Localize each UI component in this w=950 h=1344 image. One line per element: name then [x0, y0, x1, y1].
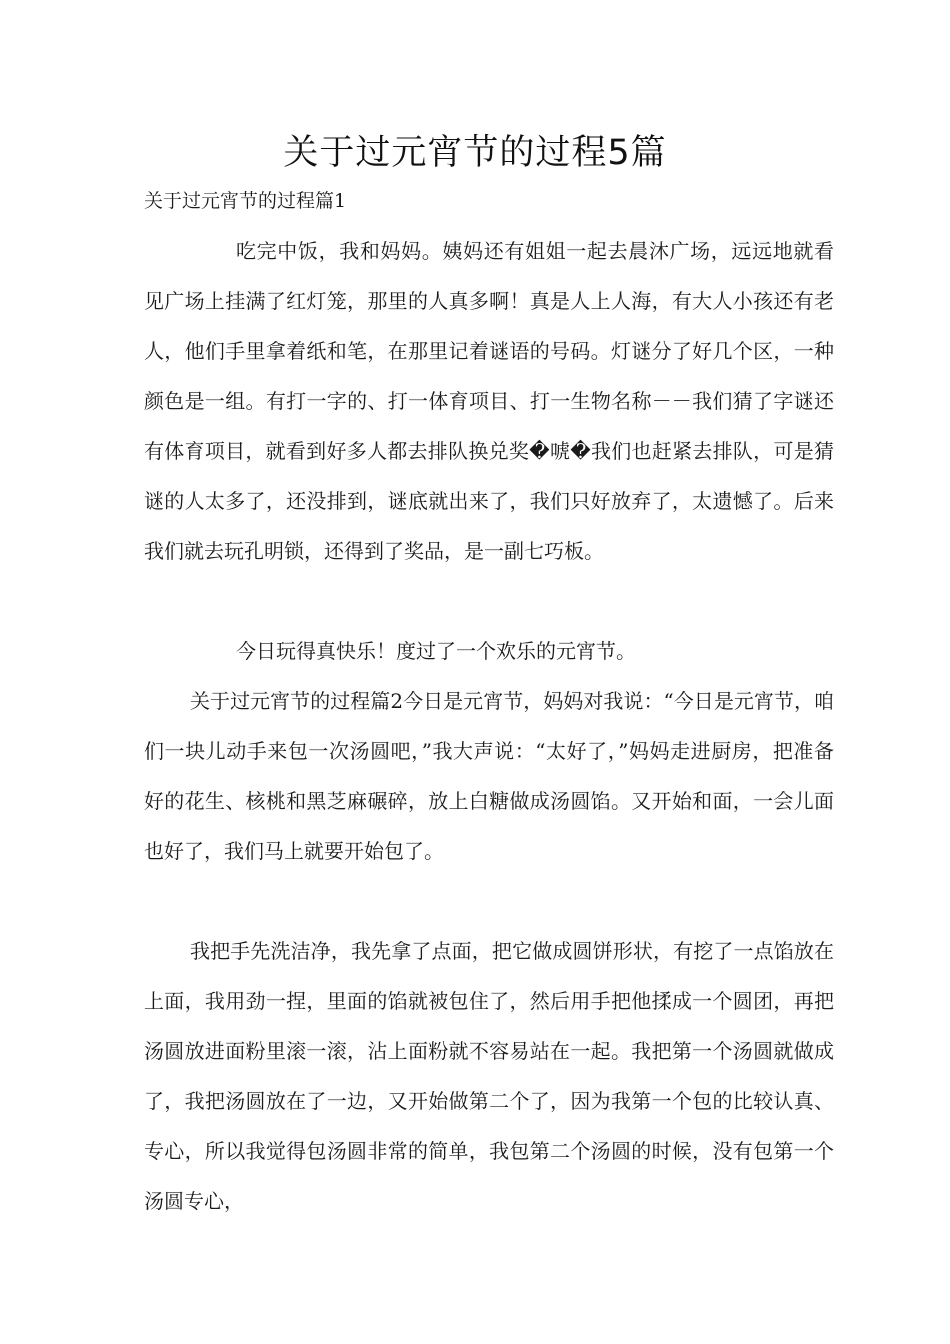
paragraph-3: 关于过元宵节的过程篇2今日是元宵节，妈妈对我说：“今日是元宵节，咱们一块儿动手来包一次汤圆吧，”我大声说：“太好了，”妈妈走进厨房，把准备好的花生、核桃和黑芝麻碾碎，放上白糖做成汤圆馅。又开始和面，一会儿面也好了，我们马上就要开始包了。 [144, 689, 834, 863]
paragraph-4: 我把手先洗洁净，我先拿了点面，把它做成圆饼形状，有挖了一点馅放在上面，我用劲一捏，里面的馅就被包住了，然后用手把他揉成一个圆团，再把汤圆放进面粉里滚一滚，沾上面粉就不容易站在一起。我把第一个汤圆就做成了，我把汤圆放在了一边，又开始做第二个了，因为我第一个包的比较认真、专心，所以我觉得包汤圆非常的简单，我包第二个汤圆的时候，没有包第一个汤圆专心， [144, 939, 834, 1213]
paragraph-1: 吃完中饭，我和妈妈。姨妈还有姐姐一起去晨沐广场，远远地就看见广场上挂满了红灯笼，那里的人真多啊！真是人上人海，有大人小孩还有老人，他们手里拿着纸和笔，在那里记着谜语的号码。灯谜分了好几个区，一种颜色是一组。有打一字的、打一体育项目、打一生物名称－－我们猜了字谜还有体育项目，就看到好多人都去排队换兑奖�唬�我们也赶紧去排队，可是猜谜的人太多了，还没排到，谜底就出来了，我们只好放弃了，太遗憾了。后来我们就去玩孔明锁，还得到了奖品，是一副七巧板。 [144, 239, 834, 563]
paragraph-2: 今日玩得真快乐！度过了一个欢乐的元宵节。 [236, 639, 636, 663]
document-title: 关于过元宵节的过程5篇 [283, 133, 667, 173]
section-heading: 关于过元宵节的过程篇1 [144, 190, 347, 212]
